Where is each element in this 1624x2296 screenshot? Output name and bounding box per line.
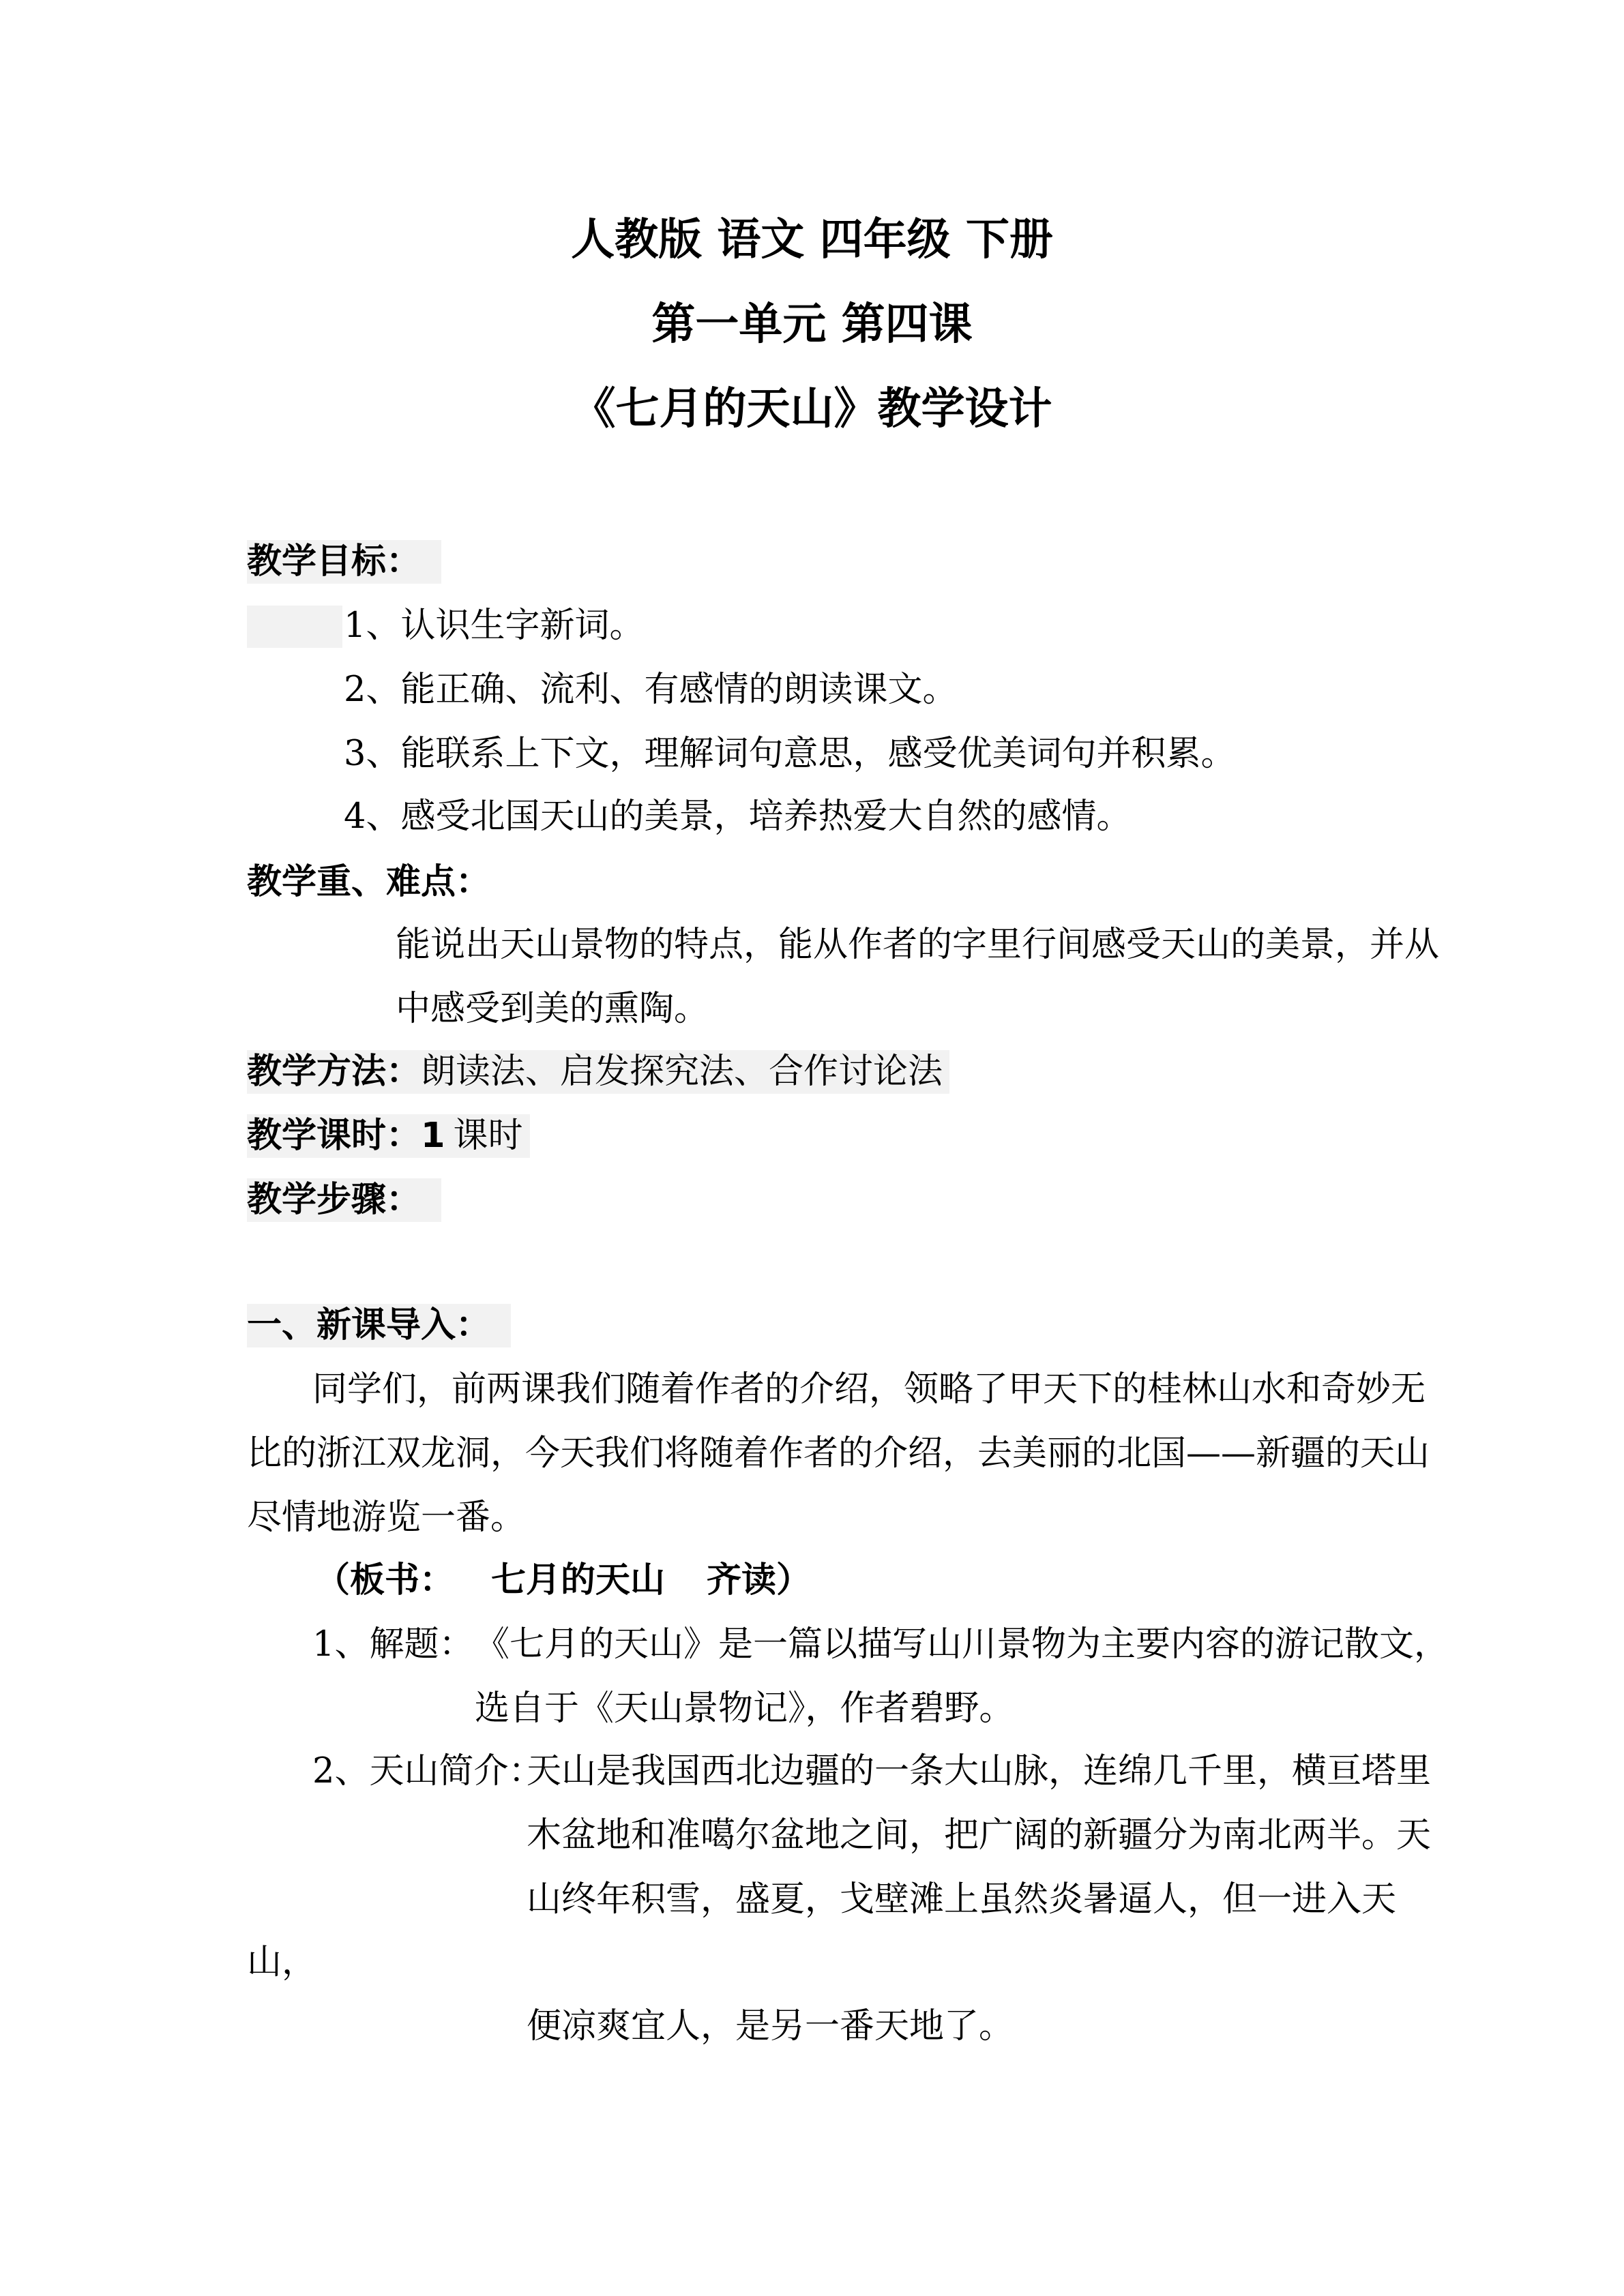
board-title: 七月的天山: [491, 1560, 666, 1600]
section1-heading: 一、新课导入：: [247, 1304, 511, 1347]
intro-paragraph-line: 尽情地游览一番。: [247, 1497, 526, 1538]
board-label: （板书：: [315, 1560, 455, 1600]
item2-line: 木盆地和准噶尔盆地之间，把广阔的新疆分为南北两半。天: [527, 1815, 1432, 1855]
method-heading: 教学方法：: [247, 1052, 422, 1092]
intro-paragraph-line: 比的浙江双龙洞，今天我们将随着作者的介绍，去美丽的北国——新疆的天山: [247, 1433, 1430, 1474]
hours-number: 1: [421, 1116, 445, 1156]
board-close: 齐读）: [707, 1560, 812, 1600]
hours-unit: 课时: [453, 1116, 523, 1156]
objective-item: 3、能联系上下文，理解词句意思，感受优美词句并积累。: [344, 734, 1236, 774]
hours-heading: 教学课时：: [247, 1116, 422, 1156]
objective-item: 1、认识生字新词。: [344, 606, 645, 646]
steps-heading: 教学步骤：: [247, 1178, 441, 1222]
item2-line: 便凉爽宜人，是另一番天地了。: [527, 2006, 1014, 2046]
item1-label: 1、解题：: [312, 1624, 474, 1665]
intro-paragraph-line: 同学们，前两课我们随着作者的介绍，领略了甲天下的桂林山水和奇妙无: [312, 1369, 1426, 1410]
item2-line: 山，: [247, 1942, 317, 1982]
item2-label: 2、天山简介：: [312, 1751, 544, 1791]
title-unit-lesson: 第一单元 第四课: [651, 299, 973, 350]
key-points-heading: 教学重、难点：: [247, 862, 491, 902]
key-points-line: 中感受到美的熏陶。: [396, 989, 709, 1029]
hours-line: [247, 1114, 530, 1158]
item1-line: 选自于《天山景物记》，作者碧野。: [475, 1688, 1014, 1729]
key-points-line: 能说出天山景物的特点，能从作者的字里行间感受天山的美景，并从: [396, 925, 1440, 965]
item2-line: 天山是我国西北边疆的一条大山脉，连绵几千里，横亘塔里: [527, 1751, 1432, 1791]
title-lesson-design: 《七月的天山》教学设计: [572, 384, 1052, 434]
objective-item: 4、感受北国天山的美景，培养热爱大自然的感情。: [344, 796, 1132, 837]
item1-line: 《七月的天山》是一篇以描写山川景物为主要内容的游记散文，: [475, 1624, 1449, 1665]
title-textbook: 人教版 语文 四年级 下册: [571, 215, 1053, 265]
objective-item: 2、能正确、流利、有感情的朗读课文。: [344, 670, 958, 710]
method-text: 朗读法、启发探究法、合作讨论法: [421, 1052, 943, 1092]
objectives-heading: 教学目标：: [247, 540, 441, 584]
shade-block: [247, 606, 342, 648]
method-line: [247, 1050, 949, 1094]
item2-line: 山终年积雪，盛夏，戈壁滩上虽然炎暑逼人，但一进入天: [527, 1879, 1397, 1920]
